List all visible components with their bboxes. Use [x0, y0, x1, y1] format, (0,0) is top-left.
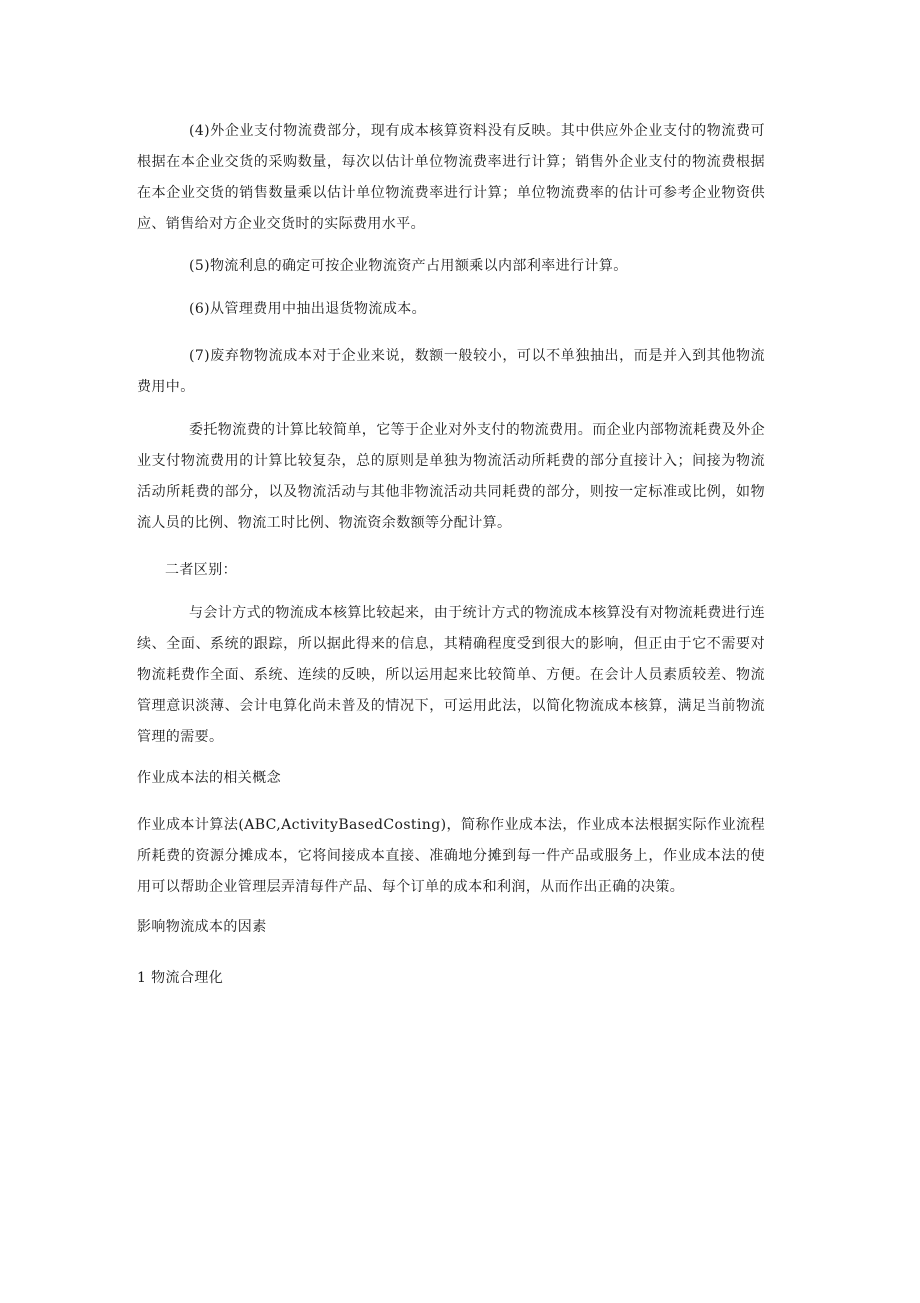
- paragraph-item-6: (6)从管理费用中抽出退货物流成本。: [189, 301, 427, 317]
- paragraph-item-7: (7)废弃物物流成本对于企业来说，数额一般较小，可以不单独抽出，而是并入到其他物流费用中。: [137, 348, 765, 395]
- paragraph-abc-definition: 作业成本计算法(ABC,ActivityBasedCosting)，简称作业成本法，作业成本法根据实际作业流程所耗费的资源分摊成本，它将间接成本直接、准确地分摊到每一件产品或服务上，作业成本法的使用可以帮助企业管理层弄清每件产品、每个订单的成本和利润，从而作出正确的决策。: [137, 817, 765, 895]
- heading-cost-factors: 影响物流成本的因素: [137, 919, 267, 935]
- paragraph-item-4: (4)外企业支付物流费部分，现有成本核算资料没有反映。其中供应外企业支付的物流费可根据在本企业交货的采购数量，每次以估计单位物流费率进行计算；销售外企业支付的物流费根据在本企业交货的销售数量乘以估计单位物流费率进行计算；单位物流费率的估计可参考企业物资供应、销售给对方企业交货时的实际费用水平。: [137, 123, 765, 232]
- heading-differences: 二者区别：: [165, 562, 237, 578]
- paragraph-entrusted-logistics-cost: 委托物流费的计算比较简单，它等于企业对外支付的物流费用。而企业内部物流耗费及外企业支付物流费用的计算比较复杂，总的原则是单独为物流活动所耗费的部分直接计入；间接为物流活动所耗费的部分，以及物流活动与其他非物流活动共同耗费的部分，则按一定标准或比例，如物流人员的比例、物流工时比例、物流资余数额等分配计算。: [137, 422, 765, 531]
- paragraph-differences: 与会计方式的物流成本核算比较起来，由于统计方式的物流成本核算没有对物流耗费进行连续、全面、系统的跟踪，所以据此得来的信息，其精确程度受到很大的影响，但正由于它不需要对物流耗费作全面、系统、连续的反映，所以运用起来比较简单、方便。在会计人员素质较差、物流管理意识淡薄、会计电算化尚未普及的情况下，可运用此法，以简化物流成本核算，满足当前物流管理的需要。: [137, 605, 765, 745]
- heading-abc-concepts: 作业成本法的相关概念: [137, 770, 281, 786]
- paragraph-item-5: (5)物流利息的确定可按企业物流资产占用额乘以内部利率进行计算。: [189, 258, 628, 274]
- list-item-logistics-rationalization: 1 物流合理化: [137, 970, 224, 986]
